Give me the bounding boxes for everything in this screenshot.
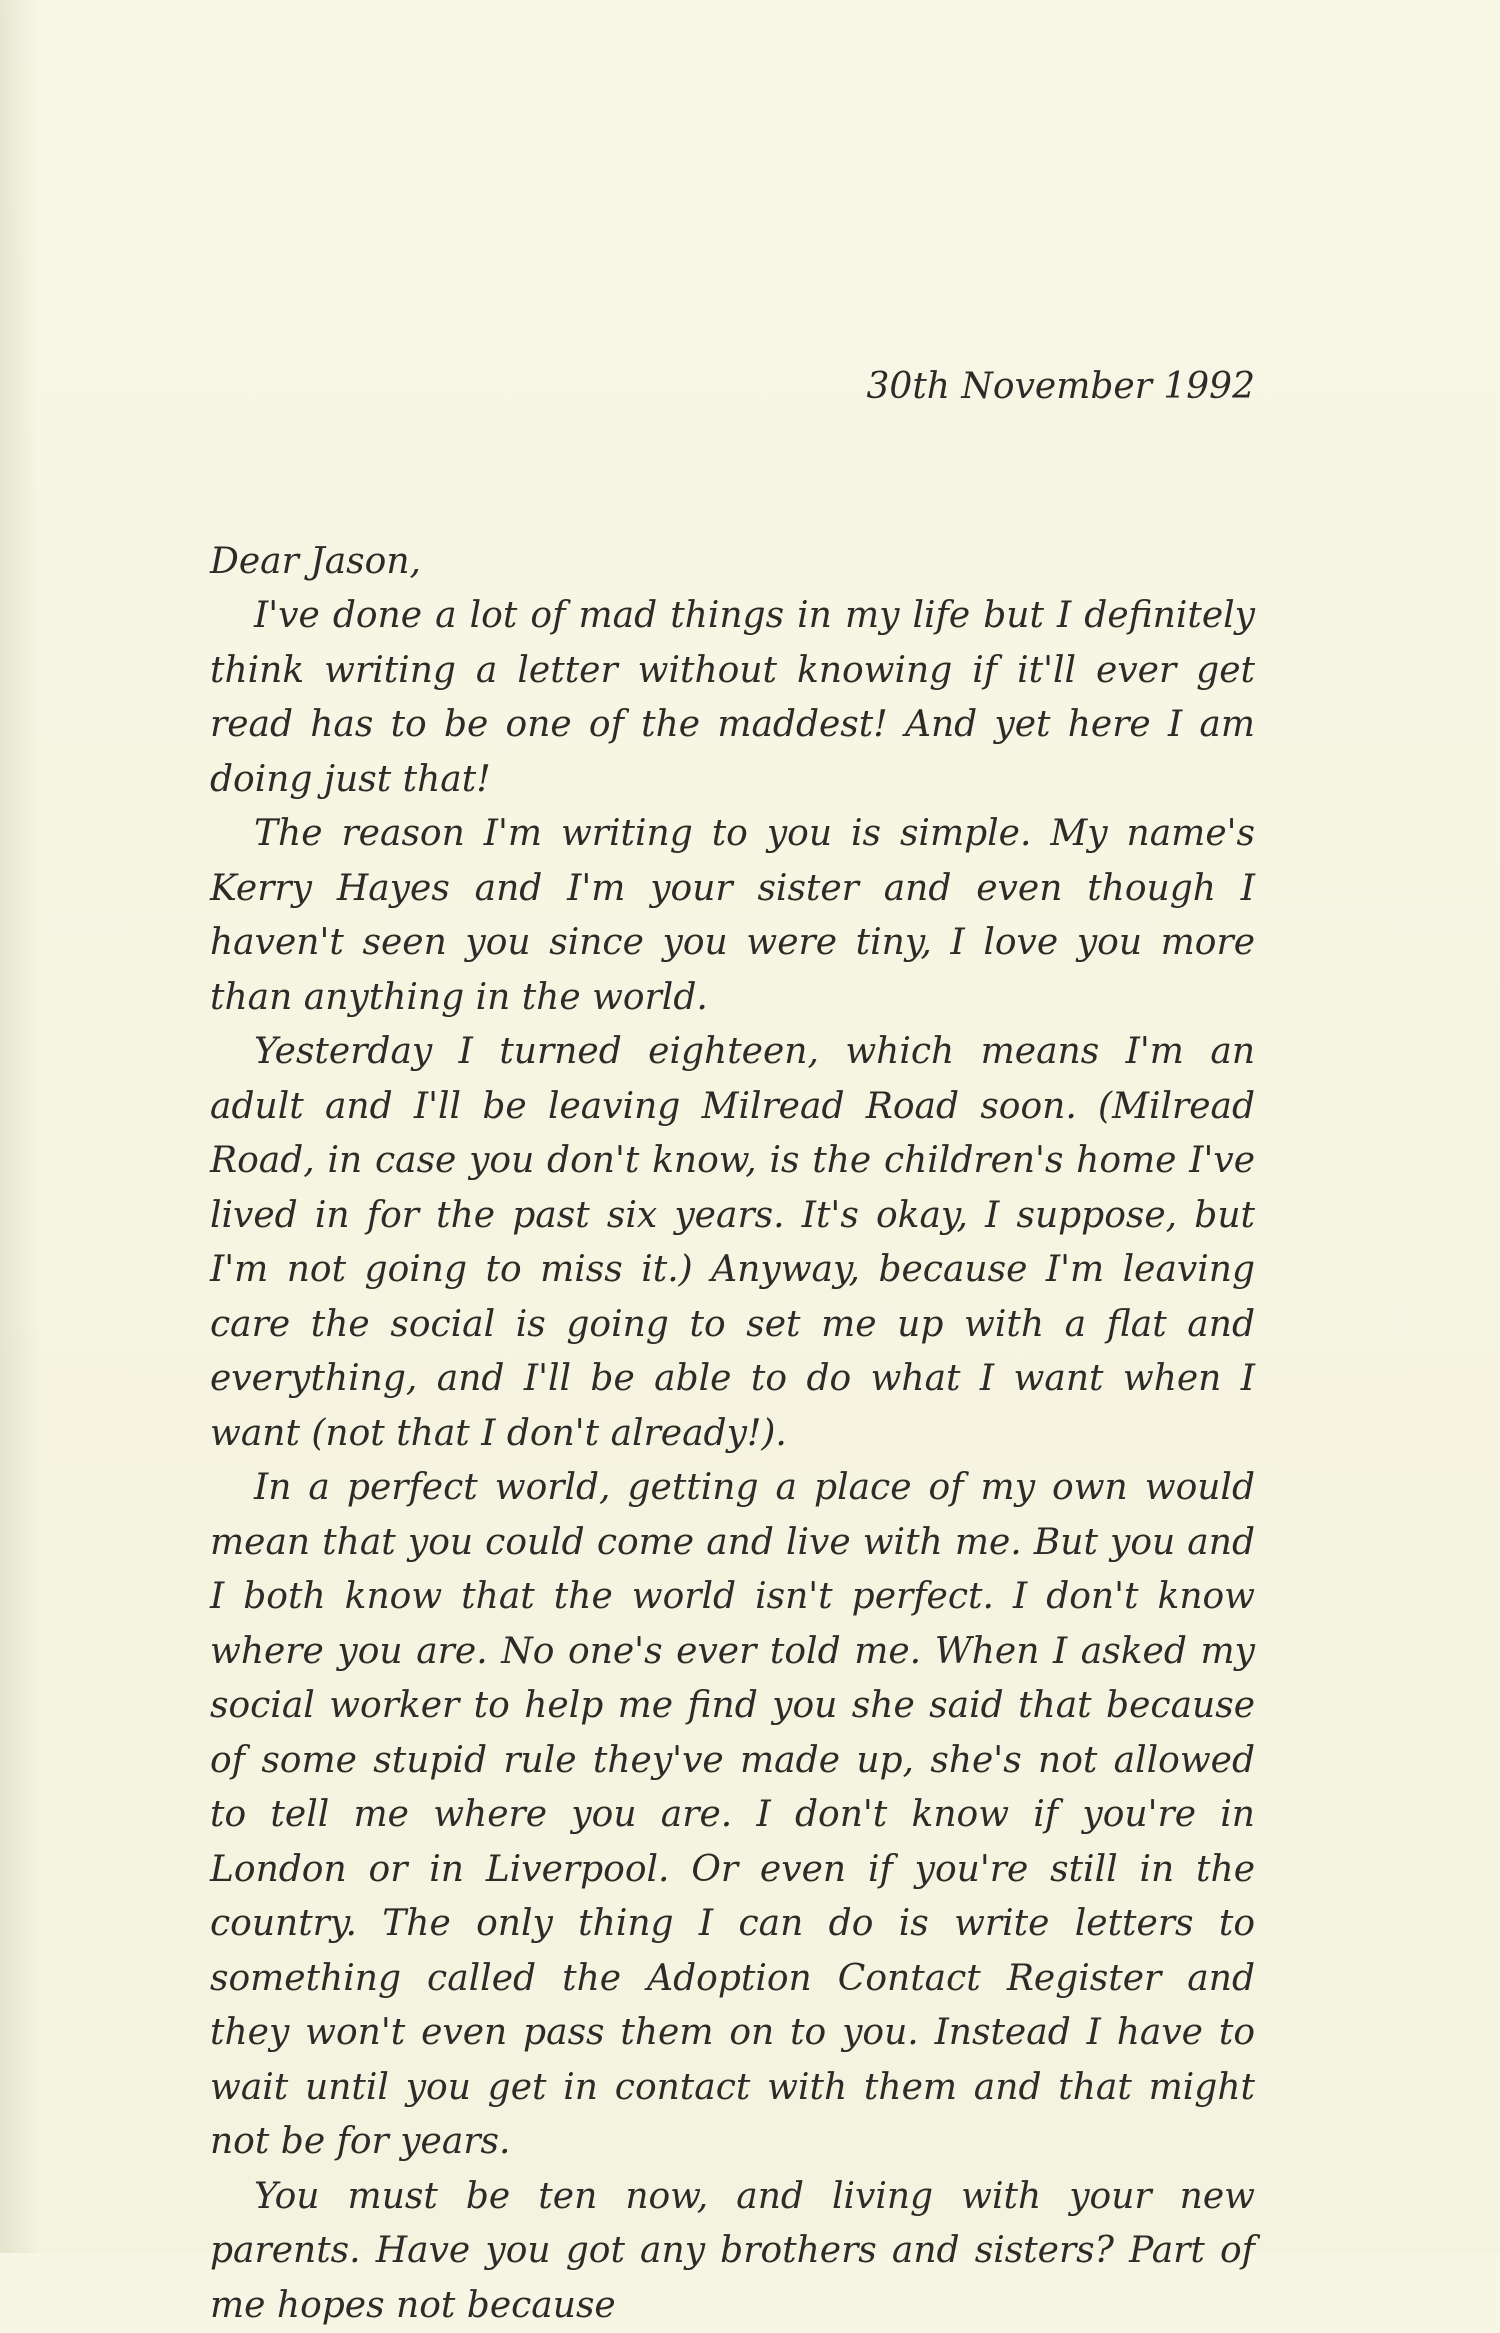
letter-date: 30th November 1992 xyxy=(210,360,1255,415)
letter-paragraph: Yesterday I turned eighteen, which means I'm an adult and I'll be leaving Milread Road soon. (Milread Road, in case you don't know, is the children's home I've lived in for the past six years. It's okay, I suppose, but I'm not going to miss it.) Anyway, because I'm leaving care the social is going to set me up with a flat and everything, and I'll be able to do what I want when I want (not that I don't already!). xyxy=(210,1025,1255,1461)
letter-paragraph: You must be ten now, and living with your new parents. Have you got any brothers and sisters? Part of me hopes not because xyxy=(210,2170,1255,2333)
letter-paragraph: In a perfect world, getting a place of my own would mean that you could come and live with me. But you and I both know that the world isn't perfect. I don't know where you are. No one's ever told me. When I asked my social worker to help me find you she said that because of some stupid rule they've made up, she's not allowed to tell me where you are. I don't know if you're in London or in Liverpool. Or even if you're still in the country. The only thing I can do is write letters to something called the Adoption Contact Register and they won't even pass them on to you. Instead I have to wait until you get in contact with them and that might not be for years. xyxy=(210,1461,1255,2170)
letter-paragraph: I've done a lot of mad things in my life but I definitely think writing a letter without knowing if it'll ever get read has to be one of the maddest! And yet here I am doing just that! xyxy=(210,589,1255,807)
letter-paragraph: The reason I'm writing to you is simple. My name's Kerry Hayes and I'm your sister and even though I haven't seen you since you were tiny, I love you more than anything in the world. xyxy=(210,807,1255,1025)
letter-salutation: Dear Jason, xyxy=(210,535,1255,590)
page-binding-shadow xyxy=(0,0,40,2253)
letter-body xyxy=(210,360,1255,2333)
